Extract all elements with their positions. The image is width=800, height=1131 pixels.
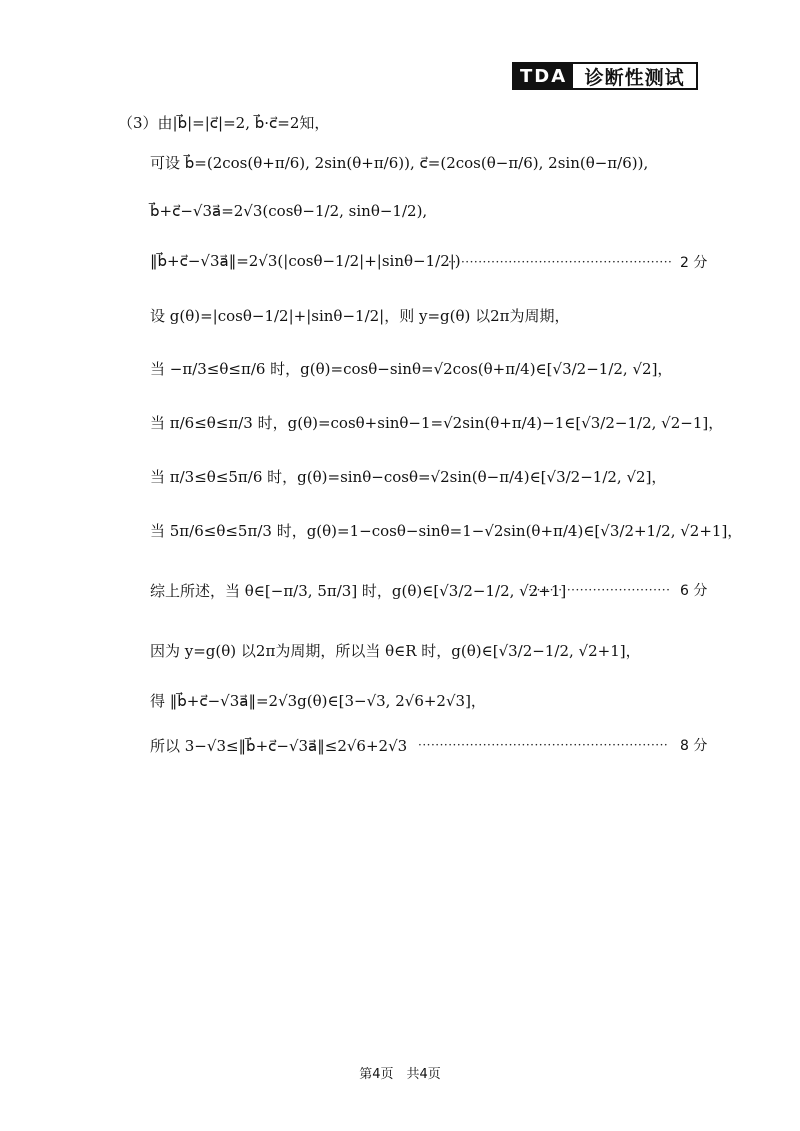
score-dots-3: ·························································· — [418, 738, 669, 752]
solution-line-6: 当 −π/3≤θ≤π/6 时，g(θ)=cosθ−sinθ=√2cos(θ+π/4)∈[√3/2−1/2, √2]， — [150, 360, 673, 378]
solution-line-3: b⃗+c⃗−√3a⃗=2√3(cosθ−1/2, sinθ−1/2), — [150, 202, 428, 220]
badge-code: TDA — [514, 64, 573, 88]
solution-line-10: 综上所述，当 θ∈[−π/3, 5π/3] 时，g(θ)∈[√3/2−1/2, √2+1] — [150, 582, 567, 600]
score-8: 8 分 — [680, 738, 708, 754]
solution-line-11: 因为 y=g(θ) 以2π为周期，所以当 θ∈R 时，g(θ)∈[√3/2−1/2, √2+1]， — [150, 642, 641, 660]
score-2: 2 分 — [680, 255, 708, 271]
solution-line-4: ‖b⃗+c⃗−√3a⃗‖=2√3(|cosθ−1/2|+|sinθ−1/2|) — [150, 252, 461, 270]
solution-line-9: 当 5π/6≤θ≤5π/3 时，g(θ)=1−cosθ−sinθ=1−√2sin(θ+π/4)∈[√3/2+1/2, √2+1]， — [150, 522, 743, 540]
score-dots-2: ································· — [528, 583, 671, 597]
solution-line-2: 可设 b⃗=(2cos(θ+π/6), 2sin(θ+π/6)), c⃗=(2cos(θ−π/6), 2sin(θ−π/6)), — [150, 154, 649, 172]
solution-line-8: 当 π/3≤θ≤5π/6 时，g(θ)=sinθ−cosθ=√2sin(θ−π/4)∈[√3/2−1/2, √2]， — [150, 468, 667, 486]
solution-line-7: 当 π/6≤θ≤π/3 时，g(θ)=cosθ+sinθ−1=√2sin(θ+π/4)−1∈[√3/2−1/2, √2−1]， — [150, 414, 724, 432]
solution-line-13: 所以 3−√3≤‖b⃗+c⃗−√3a⃗‖≤2√6+2√3 — [150, 737, 408, 755]
solution-line-1: （3）由|b⃗|=|c⃗|=2, b⃗·c⃗=2知， — [118, 114, 330, 132]
score-dots-1: ···················································· — [448, 255, 673, 269]
solution-line-5: 设 g(θ)=|cosθ−1/2|+|sinθ−1/2|，则 y=g(θ) 以2π为周期， — [150, 307, 570, 325]
score-6: 6 分 — [680, 583, 708, 599]
badge-title: 诊断性测试 — [584, 66, 685, 89]
tda-badge — [512, 62, 698, 90]
solution-line-12: 得 ‖b⃗+c⃗−√3a⃗‖=2√3g(θ)∈[3−√3, 2√6+2√3]， — [150, 692, 486, 710]
page-footer: 第4页 共4页 — [359, 1067, 441, 1082]
